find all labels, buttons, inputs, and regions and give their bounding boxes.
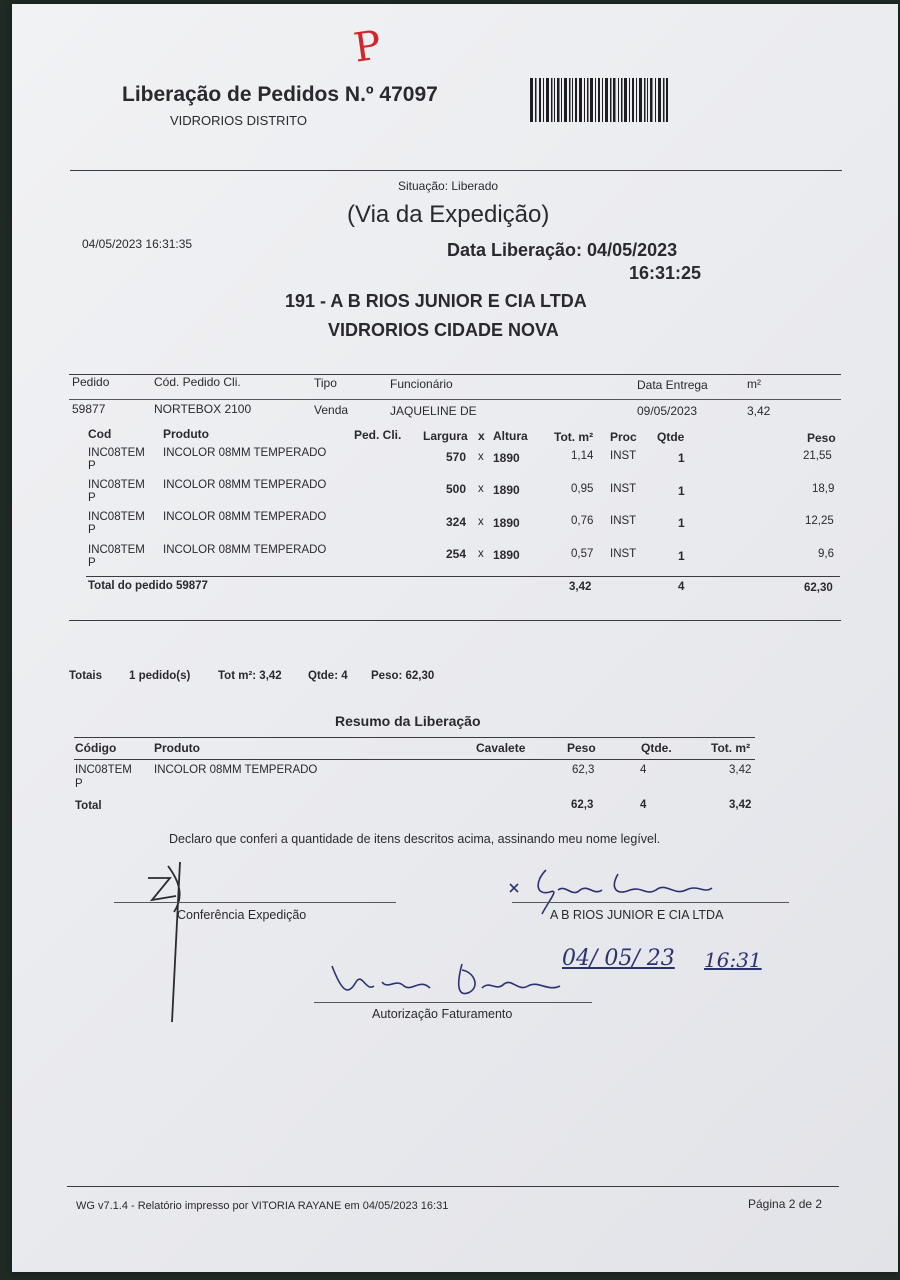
- item-altura: 1890: [493, 516, 520, 530]
- resumo-col-codigo: Código: [75, 741, 117, 755]
- resumo-qtde: 4: [640, 764, 647, 776]
- resumo-col-tot-m2: Tot. m²: [711, 741, 751, 755]
- item-tot-m2: 0,95: [571, 483, 594, 495]
- order-total-label: Total do pedido 59877: [88, 580, 208, 592]
- item-cod: INC08TEM: [88, 479, 145, 491]
- item-cod: INC08TEM: [88, 544, 145, 556]
- col-altura: Altura: [493, 429, 528, 443]
- order-total-m2: 3,42: [569, 581, 592, 593]
- col-ped-cli: Ped. Cli.: [354, 428, 402, 442]
- label-client: A B RIOS JUNIOR E CIA LTDA: [550, 908, 724, 922]
- resumo-produto: INCOLOR 08MM TEMPERADO: [154, 764, 318, 776]
- item-produto: INCOLOR 08MM TEMPERADO: [163, 479, 327, 491]
- handwritten-time: 16:31: [704, 948, 762, 972]
- item-peso: 21,55: [803, 450, 832, 462]
- item-cod-suffix: P: [88, 524, 96, 536]
- item-cod-suffix: P: [88, 557, 96, 569]
- client-branch: VIDRORIOS CIDADE NOVA: [328, 320, 559, 340]
- item-qtde: 1: [678, 516, 685, 530]
- resumo-col-cavalete: Cavalete: [476, 741, 526, 755]
- item-cod: INC08TEM: [88, 511, 145, 523]
- resumo-header-line: [74, 759, 755, 760]
- order-cod-cli: NORTEBOX 2100: [154, 402, 252, 416]
- order-data-entrega: 09/05/2023: [637, 404, 698, 418]
- signature-conferencia: [140, 852, 220, 1027]
- item-x: x: [478, 516, 484, 528]
- item-proc: INST: [610, 515, 637, 527]
- col-funcionario: Funcionário: [390, 377, 453, 391]
- header-divider: [70, 170, 842, 171]
- print-datetime: 04/05/2023 16:31:35: [82, 237, 193, 251]
- totals-peso: Peso: 62,30: [371, 670, 435, 682]
- col-cod-pedido-cli: Cód. Pedido Cli.: [154, 375, 241, 389]
- order-total-peso: 62,30: [804, 582, 833, 594]
- status-text: Situação: Liberado: [398, 179, 499, 193]
- resumo-cod: INC08TEM: [75, 764, 132, 776]
- item-altura: 1890: [493, 548, 520, 562]
- item-peso: 9,6: [818, 548, 834, 560]
- release-date: Data Liberação: 04/05/2023: [447, 240, 678, 260]
- order-pedido: 59877: [72, 402, 106, 416]
- resumo-title: Resumo da Liberação: [335, 713, 481, 729]
- item-proc: INST: [610, 548, 637, 560]
- resumo-tot-m2: 3,42: [729, 764, 752, 776]
- handwritten-p-mark: P: [350, 22, 384, 72]
- col-tot-m2: Tot. m²: [554, 430, 594, 444]
- col-largura: Largura: [423, 429, 468, 443]
- item-cod-suffix: P: [88, 492, 96, 504]
- totals-label: Totais: [69, 670, 103, 682]
- order-total-qtde: 4: [678, 581, 685, 593]
- document-page: [12, 4, 898, 1272]
- resumo-col-qtde: Qtde.: [641, 741, 672, 755]
- via-title: (Via da Expedição): [347, 201, 550, 228]
- document-title: Liberação de Pedidos N.º 47097: [122, 83, 438, 106]
- totals-qtde: Qtde: 4: [308, 670, 348, 682]
- item-largura: 500: [446, 482, 467, 496]
- item-peso: 12,25: [805, 515, 834, 527]
- item-proc: INST: [610, 483, 637, 495]
- col-x: x: [478, 429, 485, 443]
- order-total-line: [86, 576, 840, 577]
- item-peso: 18,9: [812, 483, 835, 495]
- item-cod-suffix: P: [88, 460, 96, 472]
- item-qtde: 1: [678, 451, 685, 465]
- col-m2: m²: [747, 377, 761, 391]
- resumo-cod-suffix: P: [75, 778, 83, 790]
- item-altura: 1890: [493, 483, 520, 497]
- order-header-line: [69, 399, 841, 400]
- signature-line-client: [512, 902, 789, 903]
- item-qtde: 1: [678, 549, 685, 563]
- resumo-total-label: Total: [75, 800, 102, 812]
- item-x: x: [478, 548, 484, 560]
- col-produto: Produto: [163, 427, 209, 441]
- item-proc: INST: [610, 450, 637, 462]
- company-name: VIDRORIOS DISTRITO: [170, 113, 307, 128]
- footer-page-number: Página 2 de 2: [748, 1197, 823, 1211]
- resumo-top-line: [74, 737, 755, 738]
- item-tot-m2: 0,57: [571, 548, 594, 560]
- order-funcionario: JAQUELINE DE: [390, 404, 477, 418]
- resumo-peso: 62,3: [572, 764, 595, 776]
- signature-line-autorizacao: [314, 1002, 592, 1003]
- item-produto: INCOLOR 08MM TEMPERADO: [163, 447, 327, 459]
- item-cod: INC08TEM: [88, 447, 145, 459]
- item-produto: INCOLOR 08MM TEMPERADO: [163, 511, 327, 523]
- col-proc: Proc: [610, 430, 637, 444]
- item-produto: INCOLOR 08MM TEMPERADO: [163, 544, 327, 556]
- item-largura: 324: [446, 515, 467, 529]
- footer-left: WG v7.1.4 - Relatório impresso por VITORIA RAYANE em 04/05/2023 16:31: [76, 1200, 449, 1212]
- signature-line-conferencia: [114, 902, 396, 903]
- item-tot-m2: 1,14: [571, 450, 594, 462]
- label-autorizacao: Autorização Faturamento: [372, 1007, 513, 1021]
- resumo-total-peso: 62,3: [571, 799, 594, 811]
- item-tot-m2: 0,76: [571, 515, 594, 527]
- resumo-col-peso: Peso: [567, 741, 596, 755]
- footer-line: [67, 1186, 839, 1187]
- signature-autorizacao: [312, 952, 582, 1008]
- resumo-total-qtde: 4: [640, 799, 647, 811]
- client-name: 191 - A B RIOS JUNIOR E CIA LTDA: [285, 291, 587, 311]
- resumo-col-produto: Produto: [154, 741, 200, 755]
- col-pedido: Pedido: [72, 375, 110, 389]
- col-qtde: Qtde: [657, 430, 685, 444]
- handwritten-date: 04/ 05/ 23: [562, 946, 675, 971]
- item-x: x: [478, 483, 484, 495]
- release-time: 16:31:25: [629, 263, 702, 283]
- col-tipo: Tipo: [314, 376, 337, 390]
- col-data-entrega: Data Entrega: [637, 378, 708, 392]
- item-qtde: 1: [678, 484, 685, 498]
- item-largura: 570: [446, 450, 467, 464]
- totals-pedidos: 1 pedido(s): [129, 670, 191, 682]
- order-table-bottom-line: [69, 620, 841, 621]
- order-tipo: Venda: [314, 403, 349, 417]
- resumo-total-m2: 3,42: [729, 799, 752, 811]
- order-m2: 3,42: [747, 404, 771, 418]
- item-largura: 254: [446, 547, 467, 561]
- totals-m2: Tot m²: 3,42: [218, 670, 282, 682]
- item-x: x: [478, 451, 484, 463]
- col-cod: Cod: [88, 427, 112, 441]
- barcode-image: [530, 78, 668, 122]
- item-altura: 1890: [493, 451, 520, 465]
- declaration-text: Declaro que conferi a quantidade de itens descritos acima, assinando meu nome legível.: [169, 832, 661, 846]
- label-conferencia: Conferência Expedição: [177, 908, 307, 922]
- col-peso: Peso: [807, 431, 836, 445]
